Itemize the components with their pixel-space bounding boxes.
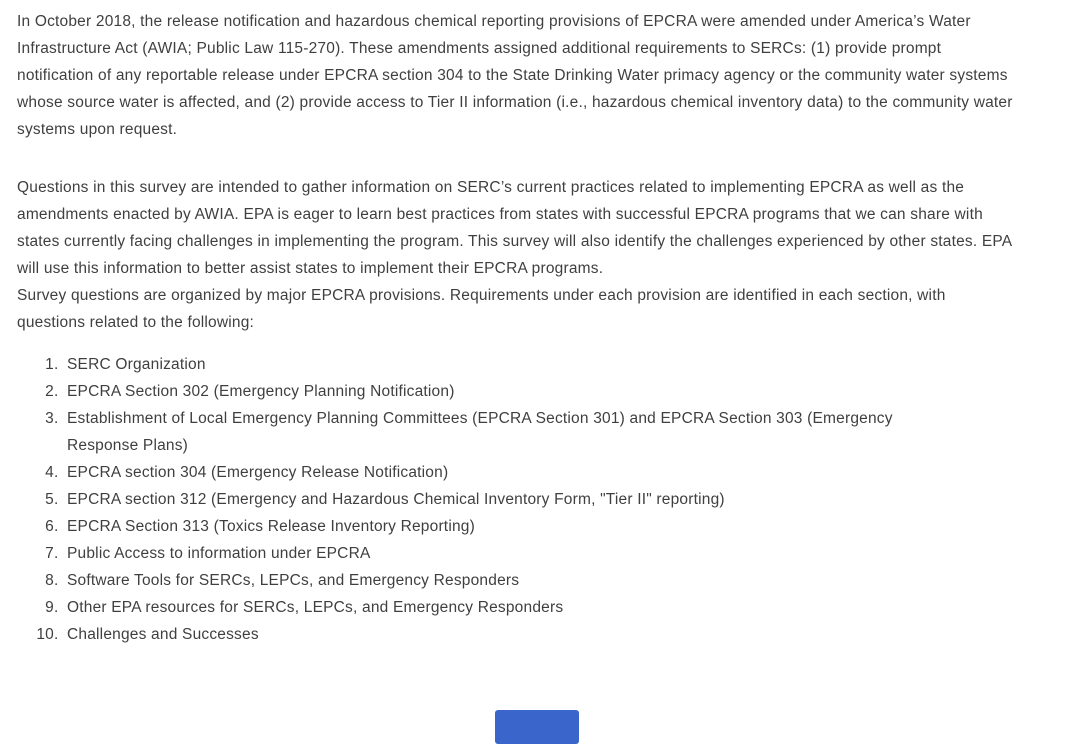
list-item: 7. Public Access to information under EPCRA	[63, 540, 963, 567]
paragraph-2: Questions in this survey are intended to gather information on SERC’s current practices related to implementing EPCRA as well as the amendments enacted by AWIA. EPA is eager to learn best practices from states with successful EPCRA programs that we can share with states currently facing challenges in implementing the program. This survey will also identify the challenges experienced by other states. EPA will use this information to better assist states to implement their EPCRA programs.	[17, 179, 1012, 277]
list-item: 8. Software Tools for SERCs, LEPCs, and Emergency Responders	[63, 567, 963, 594]
paragraph-3: Survey questions are organized by major EPCRA provisions. Requirements under each provision are identified in each section, with questions related to the following:	[17, 287, 946, 331]
list-item: 9. Other EPA resources for SERCs, LEPCs, and Emergency Responders	[63, 594, 963, 621]
next-button[interactable]	[495, 710, 579, 744]
list-item: 1. SERC Organization	[63, 351, 963, 378]
list-item: 3. Establishment of Local Emergency Planning Committees (EPCRA Section 301) and EPCRA Section 303 (Emergency Response Plans)	[63, 405, 963, 459]
list-item: 10. Challenges and Successes	[63, 621, 963, 648]
list-item: 4. EPCRA section 304 (Emergency Release Notification)	[63, 459, 963, 486]
list-item: 5. EPCRA section 312 (Emergency and Hazardous Chemical Inventory Form, "Tier II" reporting)	[63, 486, 963, 513]
list-item: 6. EPCRA Section 313 (Toxics Release Inventory Reporting)	[63, 513, 963, 540]
list-item: 2. EPCRA Section 302 (Emergency Planning Notification)	[63, 378, 963, 405]
paragraph-1: In October 2018, the release notification and hazardous chemical reporting provisions of EPCRA were amended under America’s Water Infrastructure Act (AWIA; Public Law 115-270). These amendments assigned additional requirements to SERCs: (1) provide prompt notification of any reportable release under EPCRA section 304 to the State Drinking Water primacy agency or the community water systems whose source water is affected, and (2) provide access to Tier II information (i.e., hazardous chemical inventory data) to the community water systems upon request.	[17, 13, 1013, 138]
survey-sections-list	[17, 351, 1015, 648]
